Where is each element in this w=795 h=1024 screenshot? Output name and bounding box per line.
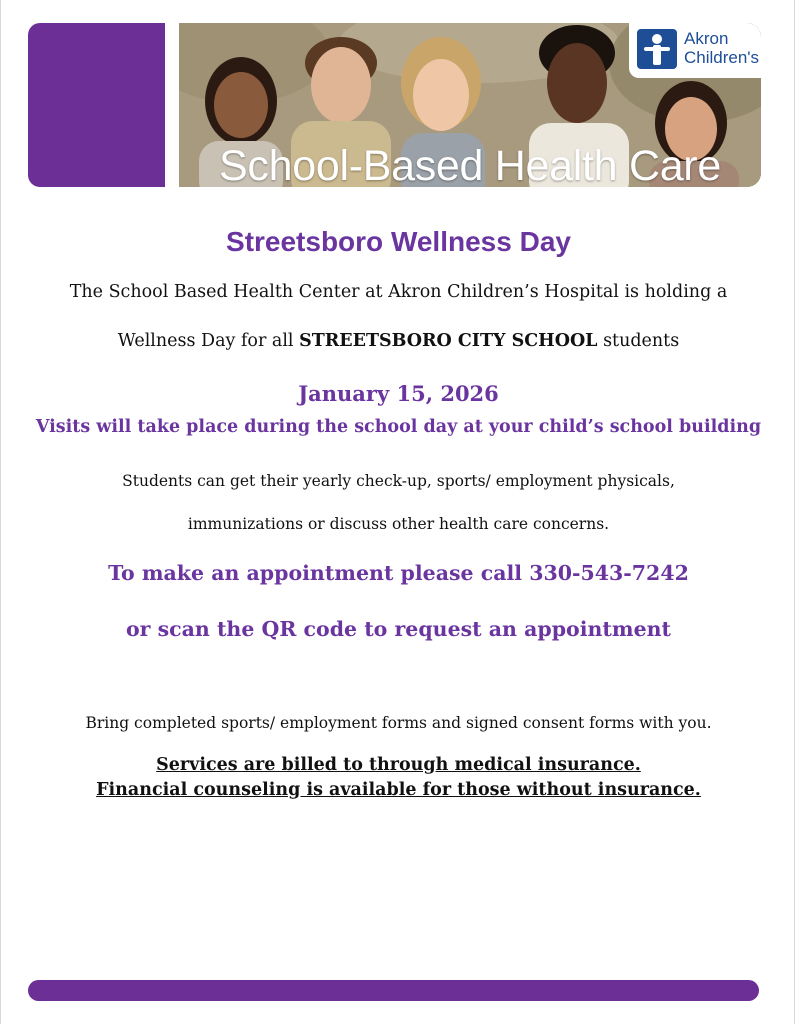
page-title: Streetsboro Wellness Day [226,226,571,257]
footer-bar [28,980,759,1001]
intro-line-1: The School Based Health Center at Akron Children’s Hospital is holding a [69,282,728,302]
logo-line-2: Children's [684,48,760,67]
billing-note-1: Services are billed to through medical insurance. [156,755,641,775]
bring-forms-note: Bring completed sports/ employment forms and signed consent forms with you. [85,714,712,732]
event-date: January 15, 2026 [298,381,499,406]
intro-line-2 [1,331,795,351]
qr-code-instruction: or scan the QR code to request an appointment [126,617,671,641]
services-line-2: immunizations or discuss other health care concerns. [187,515,610,533]
appointment-phone: To make an appointment please call 330-543-7242 [108,561,689,585]
logo-line-1: Akron [684,29,729,48]
banner-color-block [28,23,165,187]
logo-text [684,29,759,67]
school-name: STREETSBORO CITY SCHOOL [299,331,598,351]
intro-line-2-pre: Wellness Day for all [117,331,300,351]
banner-photo [179,23,761,187]
banner-title: School-Based Health Care [219,142,721,187]
services-line-1: Students can get their yearly check-up, sports/ employment physicals, [122,472,675,490]
visits-info: Visits will take place during the school day at your child’s school building [35,417,762,437]
intro-line-2-post: students [597,331,680,351]
billing-note-2: Financial counseling is available for those without insurance. [96,780,701,800]
akron-childrens-logo-icon [637,29,677,69]
akron-childrens-logo [629,23,761,78]
